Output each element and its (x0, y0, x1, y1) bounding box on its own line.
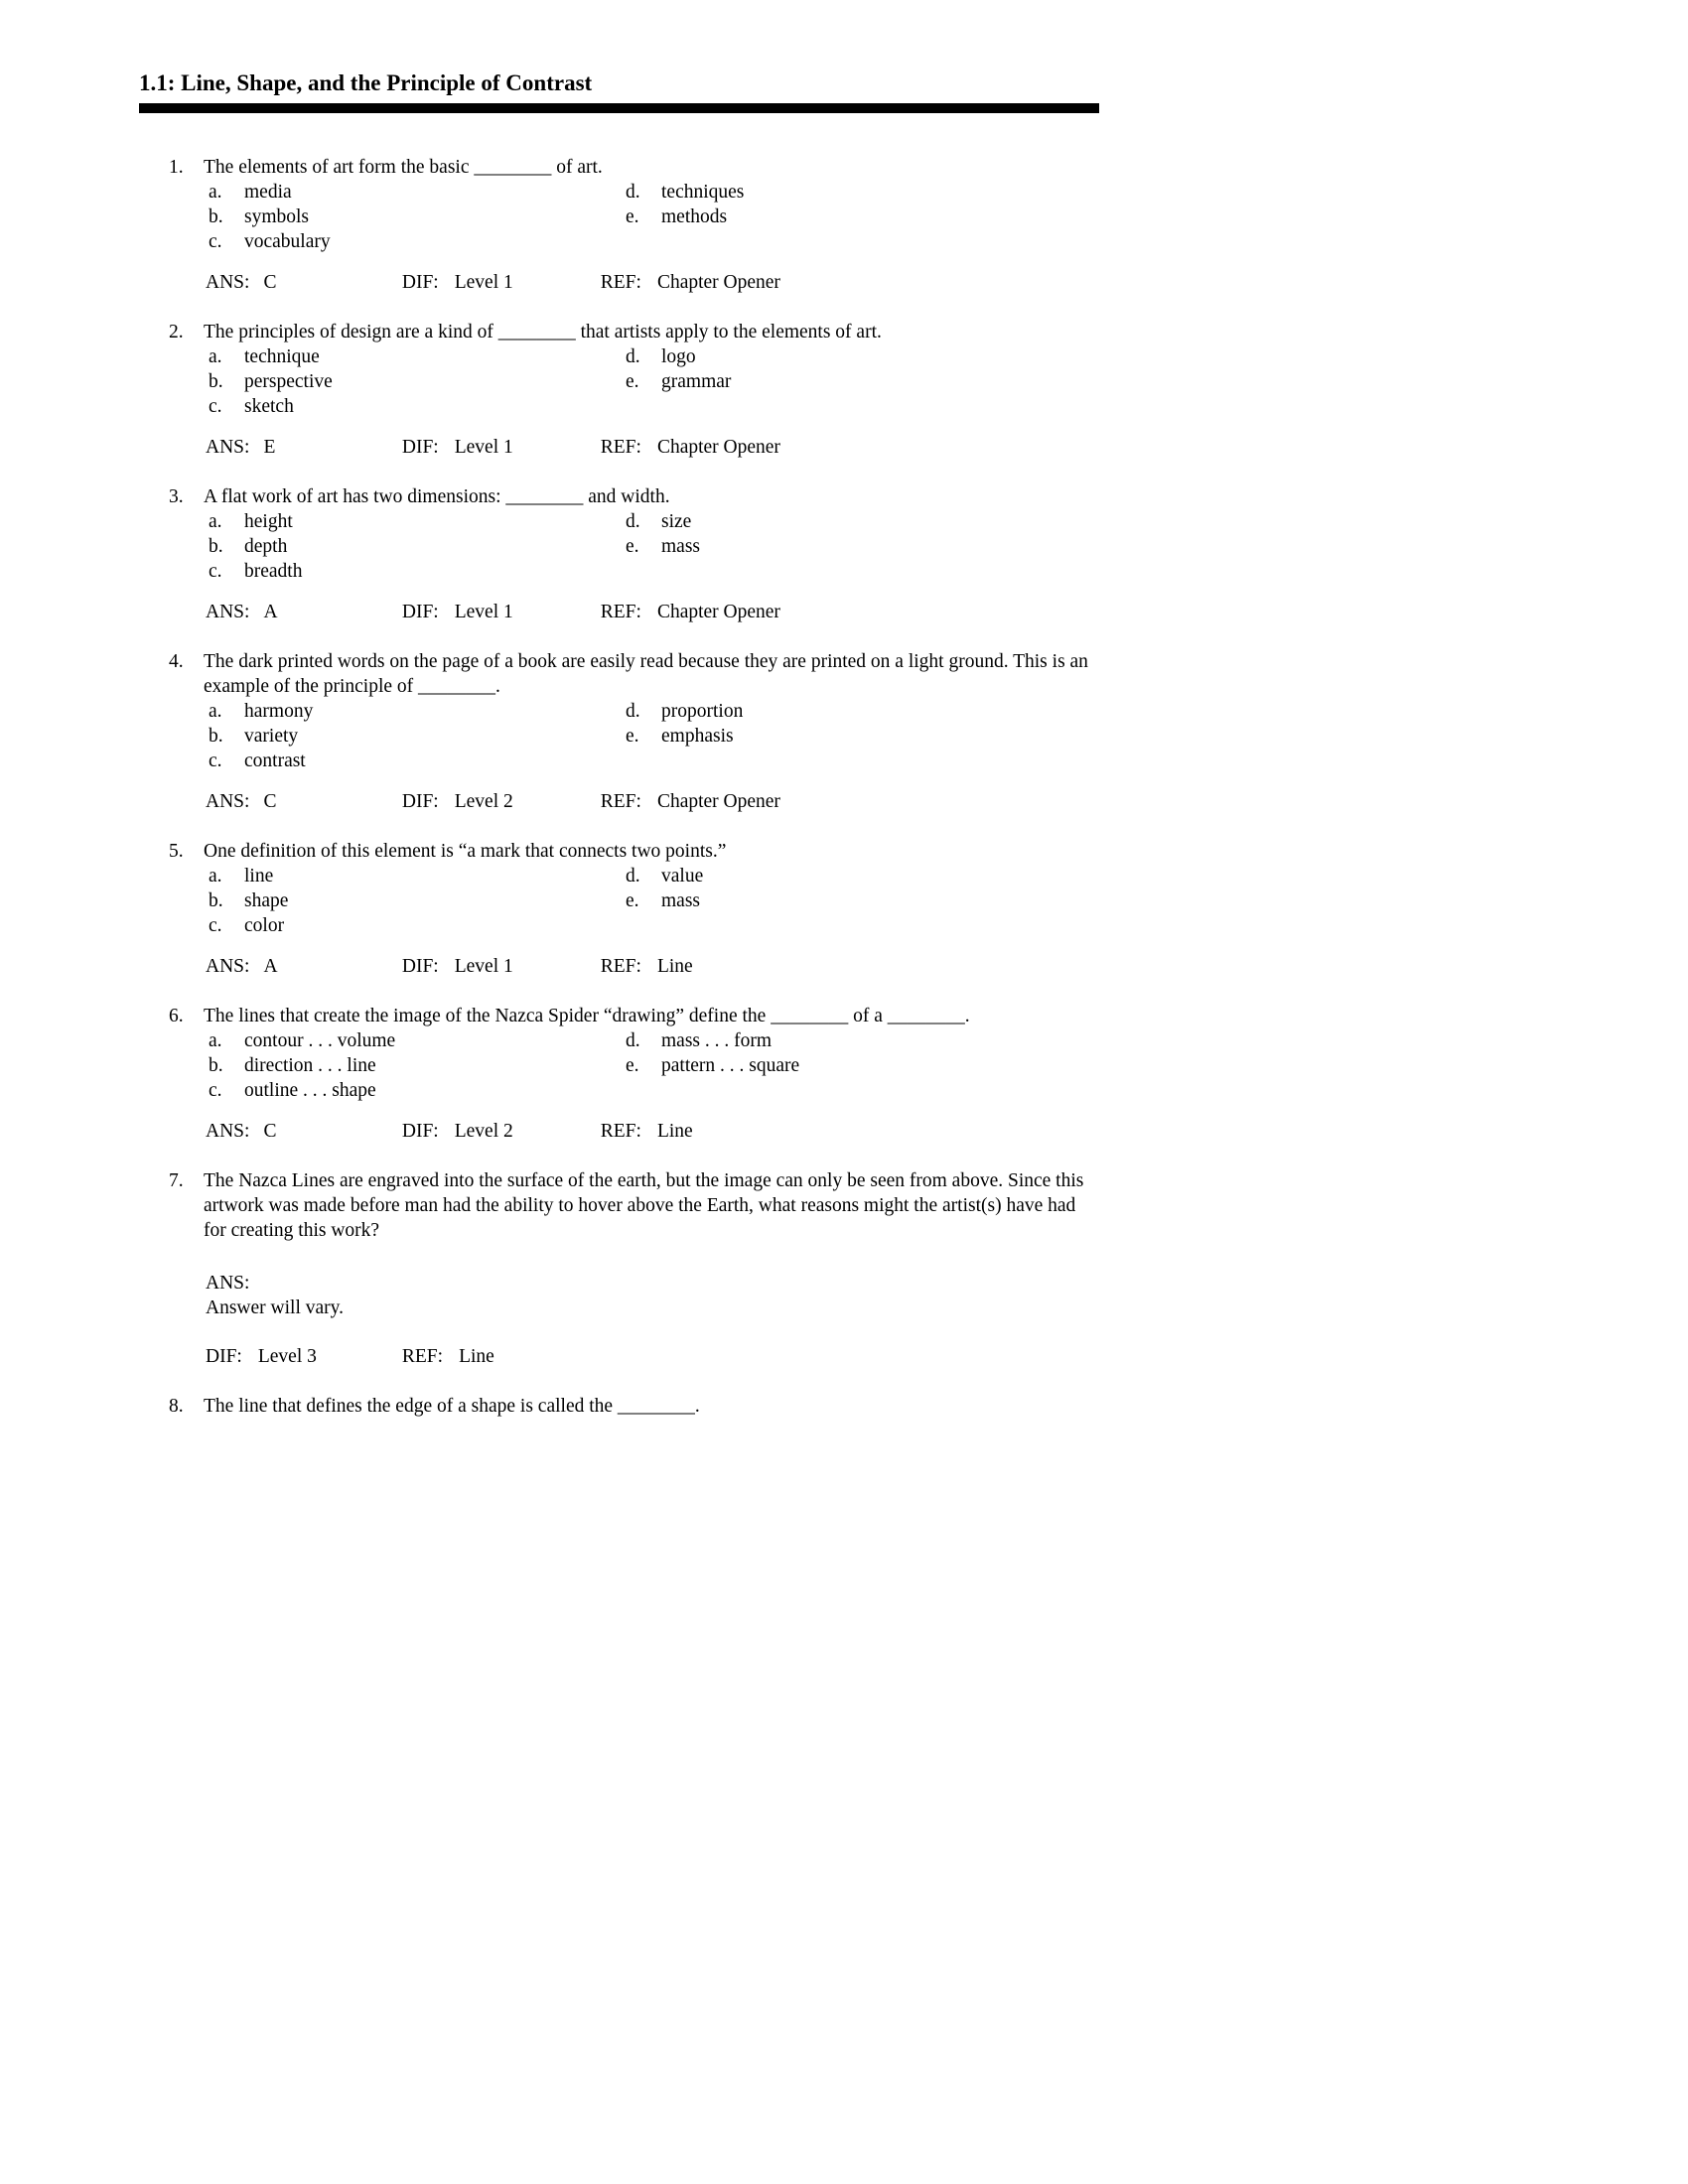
option-text: contrast (244, 751, 306, 771)
question (139, 649, 1099, 814)
option-text: depth (244, 536, 288, 557)
document-content (139, 0, 1099, 1419)
option-text: direction . . . line (244, 1055, 376, 1076)
option (626, 180, 1099, 205)
option (626, 369, 1099, 394)
option-text: line (244, 866, 274, 887)
option-label: a. (209, 1030, 222, 1051)
option-text: perspective (244, 371, 333, 392)
dif-value: Level 2 (454, 791, 513, 812)
option-label: d. (626, 346, 640, 367)
dif-label: DIF: (401, 272, 439, 293)
reference-group (402, 1344, 494, 1369)
question-text: The line that defines the edge of a shape is called the ________. (204, 1396, 700, 1417)
option-label: c. (209, 915, 222, 936)
answer-meta-row (204, 789, 1099, 814)
answer-group (206, 270, 397, 295)
question-number: 4. (169, 651, 184, 672)
option-label: b. (209, 206, 223, 227)
option-text: emphasis (661, 726, 734, 747)
options-left (204, 1028, 626, 1103)
options (204, 344, 1099, 419)
ans-value: C (263, 791, 277, 812)
option-label: b. (209, 371, 223, 392)
answer-block (204, 1271, 1099, 1320)
options-left (204, 180, 626, 254)
option (209, 509, 626, 534)
option (626, 205, 1099, 229)
answer-meta-row (204, 600, 1099, 624)
options-right (626, 699, 1099, 749)
options-left (204, 864, 626, 938)
option (626, 344, 1099, 369)
question (139, 1004, 1099, 1144)
options-right (626, 344, 1099, 394)
option-text: grammar (661, 371, 732, 392)
option-label: d. (626, 511, 640, 532)
ans-value: A (263, 602, 278, 622)
option-label: c. (209, 231, 222, 252)
ref-value: Line (459, 1346, 494, 1367)
dif-value: Level 1 (454, 272, 513, 293)
difficulty-group (402, 954, 596, 979)
option-label: c. (209, 561, 222, 582)
answer-group (206, 954, 397, 979)
option (209, 724, 626, 749)
options-left (204, 344, 626, 419)
dif-value: Level 3 (257, 1346, 317, 1367)
option-text: logo (661, 346, 696, 367)
option-text: breadth (244, 561, 303, 582)
option-text: pattern . . . square (661, 1055, 800, 1076)
answer-group (206, 435, 397, 460)
option (209, 369, 626, 394)
option (626, 699, 1099, 724)
dif-label: DIF: (206, 1346, 242, 1367)
question-body (204, 155, 1099, 295)
option (626, 724, 1099, 749)
option-label: d. (626, 1030, 640, 1051)
question (139, 1394, 1099, 1419)
question-text: A flat work of art has two dimensions: ________ and width. (204, 486, 670, 507)
question-body (204, 1004, 1099, 1144)
reference-group (601, 954, 693, 979)
option (209, 1053, 626, 1078)
dif-value: Level 1 (454, 437, 513, 458)
answer-group (206, 789, 397, 814)
option-label: a. (209, 346, 222, 367)
ref-label: REF: (600, 791, 641, 812)
ans-text: Answer will vary. (206, 1297, 344, 1318)
ref-value: Line (656, 1121, 693, 1142)
option-text: outline . . . shape (244, 1080, 376, 1101)
question-number: 2. (169, 322, 184, 342)
answer-meta-row (204, 1119, 1099, 1144)
ref-label: REF: (600, 1121, 641, 1142)
option-label: d. (626, 866, 640, 887)
question (139, 320, 1099, 460)
question-body (204, 839, 1099, 979)
options-right (626, 1028, 1099, 1078)
question-body (204, 1168, 1099, 1369)
reference-group (601, 270, 780, 295)
ans-label: ANS: (206, 602, 250, 622)
ans-label: ANS: (206, 1121, 250, 1142)
option-label: b. (209, 536, 223, 557)
option (626, 1053, 1099, 1078)
option-label: b. (209, 890, 223, 911)
options (204, 1028, 1099, 1103)
option-text: variety (244, 726, 299, 747)
option-label: d. (626, 182, 640, 203)
question-text: The dark printed words on the page of a book are easily read because they are printed on a light ground. This is an example of the principle of ________. (204, 651, 1088, 697)
question-number: 5. (169, 841, 184, 862)
ref-value: Chapter Opener (656, 791, 780, 812)
dif-value: Level 1 (454, 956, 513, 977)
option (626, 509, 1099, 534)
option-text: color (244, 915, 285, 936)
option-text: value (661, 866, 704, 887)
answer-meta-row (204, 270, 1099, 295)
options (204, 509, 1099, 584)
option-label: b. (209, 726, 223, 747)
ref-label: REF: (401, 1346, 444, 1367)
question-number: 3. (169, 486, 184, 507)
question-body (204, 1394, 1099, 1419)
ans-label: ANS: (206, 1273, 250, 1294)
option-text: methods (661, 206, 728, 227)
option-label: e. (626, 371, 639, 392)
option (209, 394, 626, 419)
option (209, 1078, 626, 1103)
question-text: The lines that create the image of the Nazca Spider “drawing” define the ________ of a ________. (204, 1006, 970, 1026)
option-text: vocabulary (244, 231, 331, 252)
page-title: 1.1: Line, Shape, and the Principle of Contrast (139, 70, 593, 95)
option-text: height (244, 511, 293, 532)
option (209, 864, 626, 888)
options (204, 699, 1099, 773)
option-text: mass (661, 890, 700, 911)
ans-value: A (263, 956, 278, 977)
option (626, 864, 1099, 888)
question-body (204, 484, 1099, 624)
title-underline (139, 103, 1099, 113)
answer-group (206, 1119, 397, 1144)
option (209, 534, 626, 559)
ans-label: ANS: (206, 272, 250, 293)
option (209, 180, 626, 205)
ans-label: ANS: (206, 437, 250, 458)
option-label: a. (209, 866, 222, 887)
answer-meta-row (204, 435, 1099, 460)
option-label: c. (209, 751, 222, 771)
ans-label: ANS: (206, 791, 250, 812)
options (204, 180, 1099, 254)
option (209, 344, 626, 369)
dif-label: DIF: (401, 437, 439, 458)
dif-label: DIF: (401, 602, 439, 622)
option (626, 1028, 1099, 1053)
options-right (626, 509, 1099, 559)
option-label: a. (209, 182, 222, 203)
options-left (204, 509, 626, 584)
option-text: sketch (244, 396, 294, 417)
option-text: symbols (244, 206, 310, 227)
options-left (204, 699, 626, 773)
question (139, 839, 1099, 979)
ref-label: REF: (600, 956, 641, 977)
reference-group (601, 600, 780, 624)
answer-meta-row (204, 954, 1099, 979)
option-label: d. (626, 701, 640, 722)
question (139, 155, 1099, 295)
answer-meta-row (204, 1344, 1099, 1369)
question-number: 7. (169, 1170, 184, 1191)
ref-value: Chapter Opener (656, 272, 780, 293)
option (209, 749, 626, 773)
option-text: harmony (244, 701, 314, 722)
options (204, 864, 1099, 938)
question-text: One definition of this element is “a mark that connects two points.” (204, 841, 727, 862)
dif-value: Level 2 (454, 1121, 513, 1142)
option-text: mass . . . form (661, 1030, 773, 1051)
option-label: b. (209, 1055, 223, 1076)
option (209, 205, 626, 229)
question (139, 484, 1099, 624)
ans-label: ANS: (206, 956, 250, 977)
dif-label: DIF: (401, 791, 439, 812)
option (209, 1028, 626, 1053)
ref-label: REF: (600, 437, 641, 458)
reference-group (601, 1119, 693, 1144)
difficulty-group (402, 600, 596, 624)
option-label: c. (209, 396, 222, 417)
option-text: technique (244, 346, 320, 367)
option-label: c. (209, 1080, 222, 1101)
question (139, 1168, 1099, 1369)
reference-group (601, 435, 780, 460)
question-text: The principles of design are a kind of ________ that artists apply to the elements of art. (204, 322, 882, 342)
option-label: e. (626, 726, 639, 747)
question-number: 8. (169, 1396, 184, 1417)
ref-value: Line (656, 956, 693, 977)
option-text: contour . . . volume (244, 1030, 396, 1051)
difficulty-group (402, 1119, 596, 1144)
question-text: The Nazca Lines are engraved into the surface of the earth, but the image can only be seen from above. Since this artwork was made before man had the ability to hover above the Earth, what reasons might the artist(s) have had for creating this work? (204, 1170, 1084, 1241)
answer-group (206, 600, 397, 624)
dif-value: Level 1 (454, 602, 513, 622)
option-text: size (661, 511, 692, 532)
ans-value: C (263, 1121, 277, 1142)
option-text: techniques (661, 182, 745, 203)
reference-group (601, 789, 780, 814)
option-label: e. (626, 890, 639, 911)
option-label: a. (209, 511, 222, 532)
option (626, 888, 1099, 913)
difficulty-group (402, 270, 596, 295)
option-label: e. (626, 536, 639, 557)
ans-value: E (263, 437, 276, 458)
difficulty-group (402, 789, 596, 814)
ans-value: C (263, 272, 277, 293)
option-label: a. (209, 701, 222, 722)
question-text: The elements of art form the basic ________ of art. (204, 157, 603, 178)
option (209, 699, 626, 724)
option (626, 534, 1099, 559)
question-body (204, 649, 1099, 814)
difficulty-group (206, 1344, 397, 1369)
options-right (626, 180, 1099, 229)
question-number: 1. (169, 157, 184, 178)
option-text: mass (661, 536, 700, 557)
option-text: proportion (661, 701, 744, 722)
option (209, 913, 626, 938)
option-text: shape (244, 890, 289, 911)
question-body (204, 320, 1099, 460)
question-number: 6. (169, 1006, 184, 1026)
option (209, 888, 626, 913)
ref-value: Chapter Opener (656, 437, 780, 458)
option-text: media (244, 182, 292, 203)
difficulty-group (402, 435, 596, 460)
ref-label: REF: (600, 602, 641, 622)
dif-label: DIF: (401, 956, 439, 977)
option (209, 559, 626, 584)
dif-label: DIF: (401, 1121, 439, 1142)
ref-label: REF: (600, 272, 641, 293)
ref-value: Chapter Opener (656, 602, 780, 622)
option-label: e. (626, 1055, 639, 1076)
option (209, 229, 626, 254)
option-label: e. (626, 206, 639, 227)
options-right (626, 864, 1099, 913)
